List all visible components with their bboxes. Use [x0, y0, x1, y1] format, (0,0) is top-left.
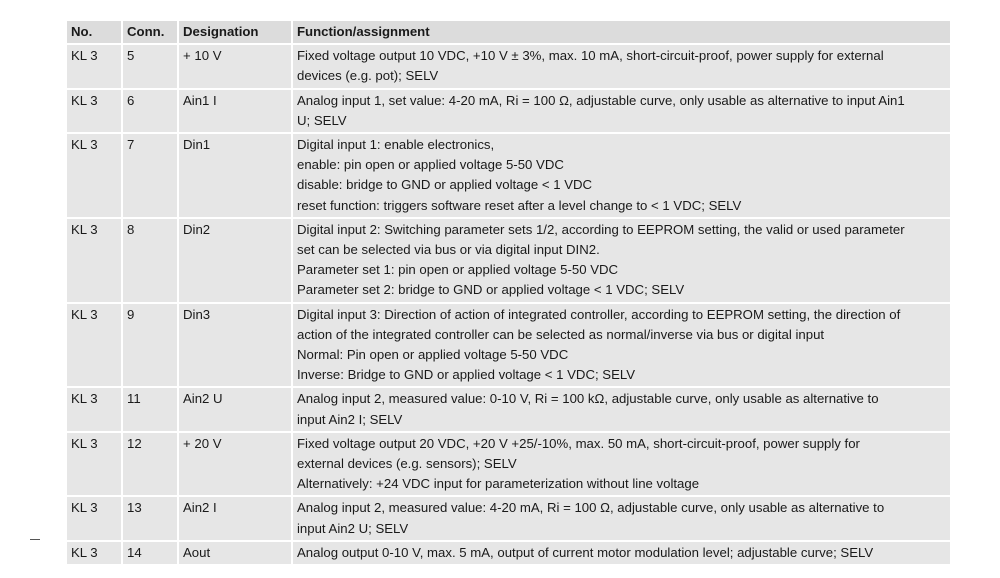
function-line: Fixed voltage output 10 VDC, +10 V ± 3%, max. 10 mA, short-circuit-proof, power supply for external — [297, 48, 884, 64]
table-row — [67, 219, 950, 302]
cell-function — [293, 388, 950, 430]
function-line: external devices (e.g. sensors); SELV — [297, 456, 517, 472]
cell-no: KL 3 — [67, 304, 123, 387]
function-line: Normal: Pin open or applied voltage 5-50 VDC — [297, 347, 569, 363]
cell-designation: + 20 V — [179, 433, 293, 496]
function-line: input Ain2 I; SELV — [297, 411, 403, 427]
function-line: action of the integrated controller can be selected as normal/inverse via bus or digital input — [297, 326, 825, 342]
header-conn: Conn. — [123, 21, 179, 43]
table-row — [67, 497, 950, 539]
function-line: U; SELV — [297, 112, 347, 128]
cell-conn: 12 — [123, 433, 179, 496]
function-line: Parameter set 1: pin open or applied voltage 5-50 VDC — [297, 262, 619, 278]
function-line: Digital input 1: enable electronics, — [297, 137, 495, 153]
function-line: Analog input 2, measured value: 4-20 mA, Ri = 100 Ω, adjustable curve, only usable as alternative to — [297, 500, 885, 516]
cell-conn: 13 — [123, 497, 179, 539]
table-row — [67, 433, 950, 496]
cell-designation: Ain2 U — [179, 388, 293, 430]
cell-no: KL 3 — [67, 388, 123, 430]
function-line: disable: bridge to GND or applied voltage < 1 VDC — [297, 177, 593, 193]
cell-function — [293, 542, 950, 564]
table-body — [67, 45, 950, 564]
header-function: Function/assignment — [293, 21, 950, 43]
function-line: Fixed voltage output 20 VDC, +20 V +25/-10%, max. 50 mA, short-circuit-proof, power supply for — [297, 435, 860, 451]
cell-function — [293, 433, 950, 496]
function-line: enable: pin open or applied voltage 5-50 VDC — [297, 157, 564, 173]
cell-designation: + 10 V — [179, 45, 293, 87]
cell-function — [293, 219, 950, 302]
cell-conn: 6 — [123, 90, 179, 132]
cell-conn: 8 — [123, 219, 179, 302]
cell-no: KL 3 — [67, 497, 123, 539]
cell-conn: 5 — [123, 45, 179, 87]
header-no: No. — [67, 21, 123, 43]
function-line: Analog input 2, measured value: 0-10 V, Ri = 100 kΩ, adjustable curve, only usable as alternative to — [297, 391, 879, 407]
table-header-row — [67, 21, 950, 43]
function-line: Parameter set 2: bridge to GND or applied voltage < 1 VDC; SELV — [297, 282, 685, 298]
cell-no: KL 3 — [67, 219, 123, 302]
cell-conn: 9 — [123, 304, 179, 387]
table-row — [67, 45, 950, 87]
function-line: Digital input 2: Switching parameter sets 1/2, according to EEPROM setting, the valid or used parameter — [297, 221, 905, 237]
cell-designation: Din3 — [179, 304, 293, 387]
function-line: reset function: triggers software reset after a level change to < 1 VDC; SELV — [297, 197, 742, 213]
table-row — [67, 134, 950, 217]
cell-function — [293, 497, 950, 539]
function-line: Digital input 3: Direction of action of integrated controller, according to EEPROM setting, the direction of — [297, 306, 901, 322]
function-line: Analog input 1, set value: 4-20 mA, Ri = 100 Ω, adjustable curve, only usable as alternative to input Ain1 — [297, 92, 905, 108]
function-line: set can be selected via bus or via digital input DIN2. — [297, 242, 600, 258]
cell-function — [293, 134, 950, 217]
cell-designation: Ain2 I — [179, 497, 293, 539]
cell-designation: Din2 — [179, 219, 293, 302]
table-row — [67, 388, 950, 430]
function-line: Alternatively: +24 VDC input for parameterization without line voltage — [297, 476, 700, 492]
cell-no: KL 3 — [67, 45, 123, 87]
cell-conn: 11 — [123, 388, 179, 430]
function-line: Inverse: Bridge to GND or applied voltage < 1 VDC; SELV — [297, 367, 636, 383]
function-line: input Ain2 U; SELV — [297, 520, 409, 536]
cell-function — [293, 90, 950, 132]
table-row — [67, 304, 950, 387]
cell-conn: 14 — [123, 542, 179, 564]
terminal-assignment-table — [67, 19, 950, 566]
cell-conn: 7 — [123, 134, 179, 217]
cell-no: KL 3 — [67, 542, 123, 564]
table-row — [67, 542, 950, 564]
cell-designation: Aout — [179, 542, 293, 564]
header-designation: Designation — [179, 21, 293, 43]
cell-function — [293, 45, 950, 87]
function-line: Analog output 0-10 V, max. 5 mA, output of current motor modulation level; adjustable curve; SELV — [297, 544, 874, 560]
cell-no: KL 3 — [67, 134, 123, 217]
cell-designation: Ain1 I — [179, 90, 293, 132]
margin-dash — [30, 539, 40, 540]
cell-no: KL 3 — [67, 433, 123, 496]
cell-designation: Din1 — [179, 134, 293, 217]
cell-function — [293, 304, 950, 387]
table-row — [67, 90, 950, 132]
function-line: devices (e.g. pot); SELV — [297, 68, 439, 84]
cell-no: KL 3 — [67, 90, 123, 132]
